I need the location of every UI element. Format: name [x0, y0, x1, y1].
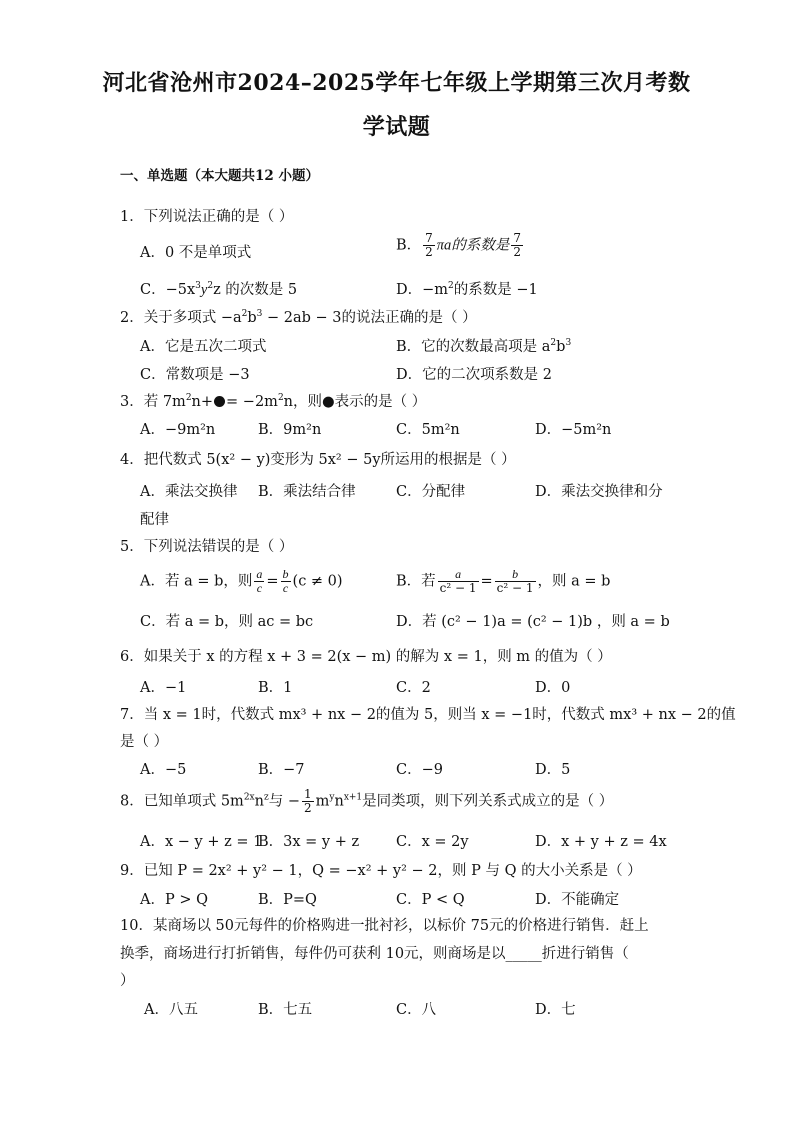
question-8-option-c: C．x = 2y	[396, 834, 469, 850]
question-7-stem: 7．当 x = 1时，代数式 mx³ + nx − 2的值为 5，则当 x = −1时，代数式 mx³ + nx − 2的值	[120, 707, 736, 723]
question-4-option-b: B．乘法结合律	[258, 484, 356, 500]
question-2-option-b: B．它的次数最高项是 $a^2b^3$	[396, 338, 572, 355]
question-5-option-b: B．若 $\frac{a}{\text{c² − 1}}$ = $\frac{b}{\text{c² − 1}}$ ，则 a = b	[396, 567, 611, 595]
section-heading: 一、单选题（本大题共12 小题）	[120, 168, 319, 184]
option-b-text: πa的系数是	[436, 237, 510, 254]
question-3-option-d: D．−5m²n	[535, 422, 612, 438]
question-4-stem: 4．把代数式 5(x² − y)变形为 5x² − 5y所运用的根据是（ ）	[120, 452, 516, 468]
question-3-option-b: B．9m²n	[258, 422, 322, 438]
question-3-option-a: A．−9m²n	[140, 422, 216, 438]
question-5-stem: 5．下列说法错误的是（ ）	[120, 539, 294, 555]
question-1-option-d: D．$-m^2$的系数是 −1	[396, 281, 538, 298]
option-b-label: B．	[396, 237, 422, 254]
question-9-option-c: C．P < Q	[396, 892, 465, 908]
question-6-option-d: D．0	[535, 680, 571, 696]
question-7-option-d: D．5	[535, 762, 571, 778]
question-2-stem: 2．关于多项式 $-a^2b^3 - 2ab - 3$的说法正确的是（ ）	[120, 309, 477, 326]
question-10-stem: 10．某商场以 50元每件的价格购进一批衬衫，以标价 75元的价格进行销售．赶上	[120, 918, 649, 934]
page-title-line2: 学试题	[362, 114, 431, 140]
question-10-option-d: D．七	[535, 1002, 576, 1018]
question-4-option-d-cont: 配律	[140, 512, 169, 528]
question-10-option-b: B．七五	[258, 1002, 313, 1018]
question-8-stem: 8．已知单项式 $5m^{2x}n^z$与 − $\frac{1}{2}$ $m^yn^{x+1}$是同类项，则下列关系式成立的是（ ）	[120, 787, 614, 815]
question-6-option-a: A．−1	[140, 680, 187, 696]
question-4-option-c: C．分配律	[396, 484, 466, 500]
question-5-option-d: D．若 (c² − 1)a = (c² − 1)b ，则 a = b	[396, 614, 670, 630]
question-8-option-d: D．x + y + z = 4x	[535, 834, 667, 850]
question-4-option-a: A．乘法交换律	[140, 484, 238, 500]
question-6-stem: 6．如果关于 x 的方程 x + 3 = 2(x − m) 的解为 x = 1，则 m 的值为（ ）	[120, 649, 612, 665]
question-2-option-c: C．常数项是 −3	[140, 367, 250, 383]
question-8-option-b: B．3x = y + z	[258, 834, 360, 850]
question-9-option-a: A．P > Q	[140, 892, 208, 908]
question-1-option-c: C．$-5x^3y^2z$ 的次数是 5	[140, 281, 298, 298]
question-7-option-c: C．−9	[396, 762, 443, 778]
question-9-option-b: B．P=Q	[258, 892, 317, 908]
question-5-option-a: A．若 a = b，则 $\frac{a}{c}$ = $\frac{b}{c}$ (c ≠ 0)	[140, 567, 343, 595]
black-dot-icon	[214, 396, 225, 407]
question-9-option-d: D．不能确定	[535, 892, 620, 908]
page-title-line1: 河北省沧州市2024–2025学年七年级上学期第三次月考数	[102, 70, 691, 96]
fraction: $\frac{7}{2}$	[425, 231, 433, 259]
question-4-option-d: D．乘法交换律和分	[535, 484, 663, 500]
question-2-option-d: D．它的二次项系数是 2	[396, 367, 552, 383]
question-3-option-c: C．5m²n	[396, 422, 460, 438]
question-8-option-a: A．x − y + z = 1	[140, 834, 263, 850]
question-7-stem-cont: 是（ ）	[120, 734, 169, 750]
question-3-stem: 3．若 $7m^2n+ = -2m^2n$，则●表示的是（ ）	[120, 393, 427, 410]
question-9-stem: 9．已知 P = 2x² + y² − 1，Q = −x² + y² − 2，则 P 与 Q 的大小关系是（ ）	[120, 863, 642, 879]
question-1-option-b	[396, 232, 525, 259]
question-5-option-c: C．若 a = b，则 ac = bc	[140, 614, 314, 630]
question-6-option-c: C．2	[396, 680, 431, 696]
question-2-option-a: A．它是五次二项式	[140, 339, 267, 355]
question-6-option-b: B．1	[258, 680, 293, 696]
fraction: $\frac{7}{2}$	[513, 231, 521, 259]
question-10-option-a: A．八五	[144, 1002, 198, 1018]
question-10-option-c: C．八	[396, 1002, 437, 1018]
question-7-option-a: A．−5	[140, 762, 187, 778]
question-1-stem: 1．下列说法正确的是（ ）	[120, 209, 294, 225]
question-10-stem-cont1: 换季，商场进行打折销售，每件仍可获利 10元，则商场是以_____折进行销售（	[120, 946, 629, 962]
question-7-option-b: B．−7	[258, 762, 305, 778]
question-1-option-a: A．0 不是单项式	[140, 245, 252, 261]
question-10-stem-cont2: ）	[120, 973, 135, 989]
